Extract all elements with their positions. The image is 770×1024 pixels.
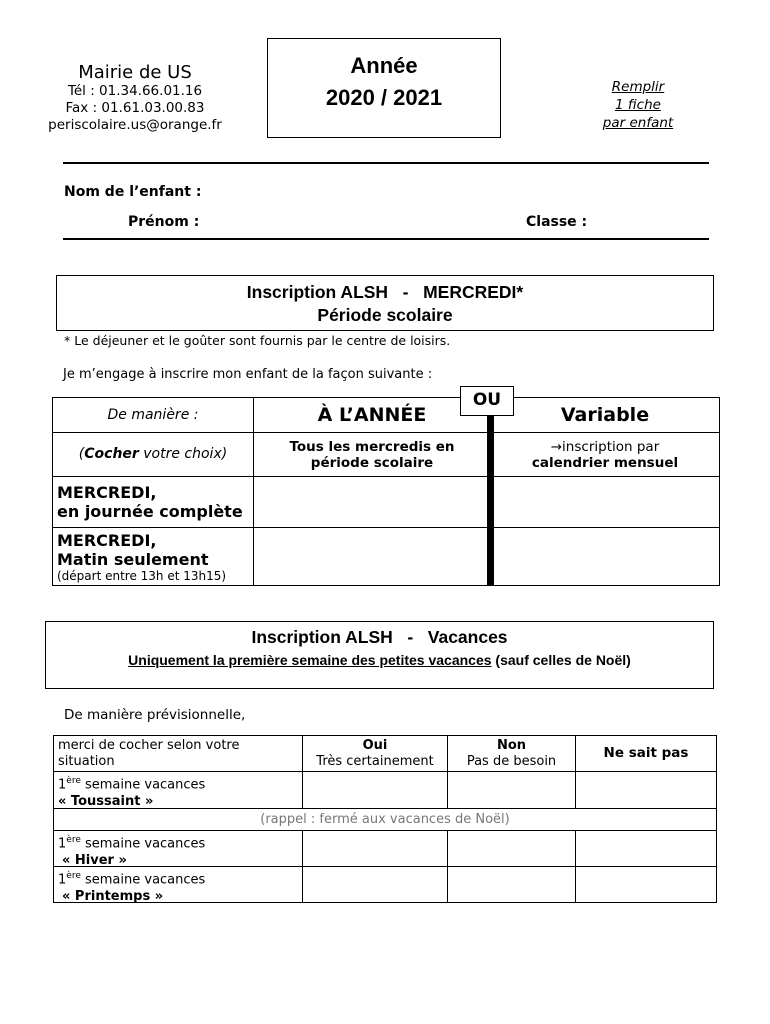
fill-note-line2: 1 fiche xyxy=(615,97,661,113)
row-toussaint-name: « Toussaint » xyxy=(58,794,154,810)
divider-top xyxy=(63,162,709,164)
annee-header: À L’ANNÉE xyxy=(317,404,427,426)
mercredi-title: Inscription ALSH - MERCREDI* xyxy=(246,282,524,302)
ou-label: OU xyxy=(472,390,502,410)
fill-note-line3: par enfant xyxy=(602,115,674,131)
variable-header: Variable xyxy=(560,404,650,426)
annee-label: Année xyxy=(350,53,418,78)
mairie-tel: Tél : 01.34.66.01.16 xyxy=(67,83,203,99)
vac-header-non xyxy=(447,735,576,772)
row-hiver-label xyxy=(53,830,303,867)
row-printemps-sup: ère xyxy=(66,871,81,881)
vacances-sub-underlined: Uniquement la première semaine des petites vacances xyxy=(128,652,492,668)
mercredi-footnote: * Le déjeuner et le goûter sont fournis par le centre de loisirs. xyxy=(64,333,451,348)
ou-box xyxy=(460,386,514,416)
variable-header-cell xyxy=(490,397,720,433)
row-toussaint-label xyxy=(53,771,303,809)
mercredi-subtitle: Période scolaire xyxy=(317,305,453,325)
row-printemps-name: « Printemps » xyxy=(62,889,164,905)
vac-oui-sub: Très certainement xyxy=(316,754,434,769)
divider-child xyxy=(63,238,709,240)
row-hiver-name: « Hiver » xyxy=(62,853,127,869)
checkbox-journee-variable[interactable] xyxy=(490,476,720,528)
vacances-sub-rest: (sauf celles de Noël) xyxy=(491,652,631,668)
vacances-intro: De manière prévisionnelle, xyxy=(64,707,246,723)
checkbox-hiver-non[interactable] xyxy=(447,830,576,867)
row-toussaint-mid: semaine vacances xyxy=(80,777,206,793)
var-line1: →inscription par xyxy=(550,439,660,455)
vacances-title: Inscription ALSH - Vacances xyxy=(251,627,508,647)
mairie-email: periscolaire.us@orange.fr xyxy=(48,117,222,133)
rappel-text: (rappel : fermé aux vacances de Noël) xyxy=(260,812,510,827)
checkbox-hiver-nsp[interactable] xyxy=(575,830,717,867)
checkbox-printemps-oui[interactable] xyxy=(302,866,448,903)
row-printemps-num: 1 xyxy=(58,872,67,888)
row-printemps-mid: semaine vacances xyxy=(80,872,206,888)
row-toussaint-num: 1 xyxy=(58,777,67,793)
vac-non: Non xyxy=(496,738,527,753)
mairie-fax: Fax : 01.61.03.00.83 xyxy=(65,100,205,116)
row-hiver-sup: ère xyxy=(66,835,81,845)
manner-label: De manière : xyxy=(107,407,199,423)
row2-line1: MERCREDI, xyxy=(57,531,157,550)
row-journee-label xyxy=(52,476,254,528)
checkbox-toussaint-oui[interactable] xyxy=(302,771,448,809)
vac-header-oui xyxy=(302,735,448,772)
manner-cell xyxy=(52,397,254,433)
row-toussaint-sup: ère xyxy=(66,776,81,786)
annee-header-cell xyxy=(253,397,491,433)
mairie-info xyxy=(40,62,230,134)
cocher-rest: votre choix) xyxy=(138,446,228,462)
fill-note-line1: Remplir xyxy=(611,79,665,95)
nom-label: Nom de l’enfant : xyxy=(64,184,202,200)
checkbox-printemps-non[interactable] xyxy=(447,866,576,903)
vac-oui: Oui xyxy=(362,738,388,753)
checkbox-hiver-oui[interactable] xyxy=(302,830,448,867)
row1-line1: MERCREDI, xyxy=(57,483,157,502)
vac-header-l2: situation xyxy=(58,754,115,769)
vac-header-nsp xyxy=(575,735,717,772)
classe-label: Classe : xyxy=(526,214,588,230)
annee-years: 2020 / 2021 xyxy=(325,85,443,110)
cocher-bold: Cocher xyxy=(84,446,139,462)
row-printemps-label xyxy=(53,866,303,903)
vac-nsp: Ne sait pas xyxy=(603,745,689,761)
annee-box xyxy=(267,38,501,138)
ou-separator xyxy=(487,415,494,586)
tous-line1: Tous les mercredis en xyxy=(289,439,455,455)
tous-line2: période scolaire xyxy=(310,455,434,471)
checkbox-printemps-nsp[interactable] xyxy=(575,866,717,903)
mercredi-intro: Je m’engage à inscrire mon enfant de la façon suivante : xyxy=(63,367,433,382)
checkbox-toussaint-non[interactable] xyxy=(447,771,576,809)
cocher-cell: (Cocher votre choix) xyxy=(52,432,254,477)
checkbox-matin-variable[interactable] xyxy=(490,527,720,586)
row-hiver-mid: semaine vacances xyxy=(80,836,206,852)
fill-note xyxy=(588,78,688,132)
row-hiver-num: 1 xyxy=(58,836,67,852)
tous-cell xyxy=(253,432,491,477)
vacances-title-box xyxy=(45,621,714,689)
checkbox-journee-annee[interactable] xyxy=(253,476,491,528)
row2-line2: Matin seulement xyxy=(57,550,209,569)
vac-header-l1: merci de cocher selon votre xyxy=(58,738,240,753)
var-cell xyxy=(490,432,720,477)
row1-line2: en journée complète xyxy=(57,502,243,521)
row2-line3: (départ entre 13h et 13h15) xyxy=(57,569,227,583)
checkbox-toussaint-nsp[interactable] xyxy=(575,771,717,809)
vacances-subtitle xyxy=(46,652,713,668)
mairie-name: Mairie de US xyxy=(78,62,192,83)
mercredi-title-box xyxy=(56,275,714,331)
row-matin-label xyxy=(52,527,254,586)
checkbox-matin-annee[interactable] xyxy=(253,527,491,586)
vac-header-col0 xyxy=(53,735,303,772)
vac-non-sub: Pas de besoin xyxy=(466,754,557,769)
rappel-row xyxy=(53,808,717,831)
var-line2: calendrier mensuel xyxy=(531,455,679,471)
prenom-label: Prénom : xyxy=(128,214,200,230)
